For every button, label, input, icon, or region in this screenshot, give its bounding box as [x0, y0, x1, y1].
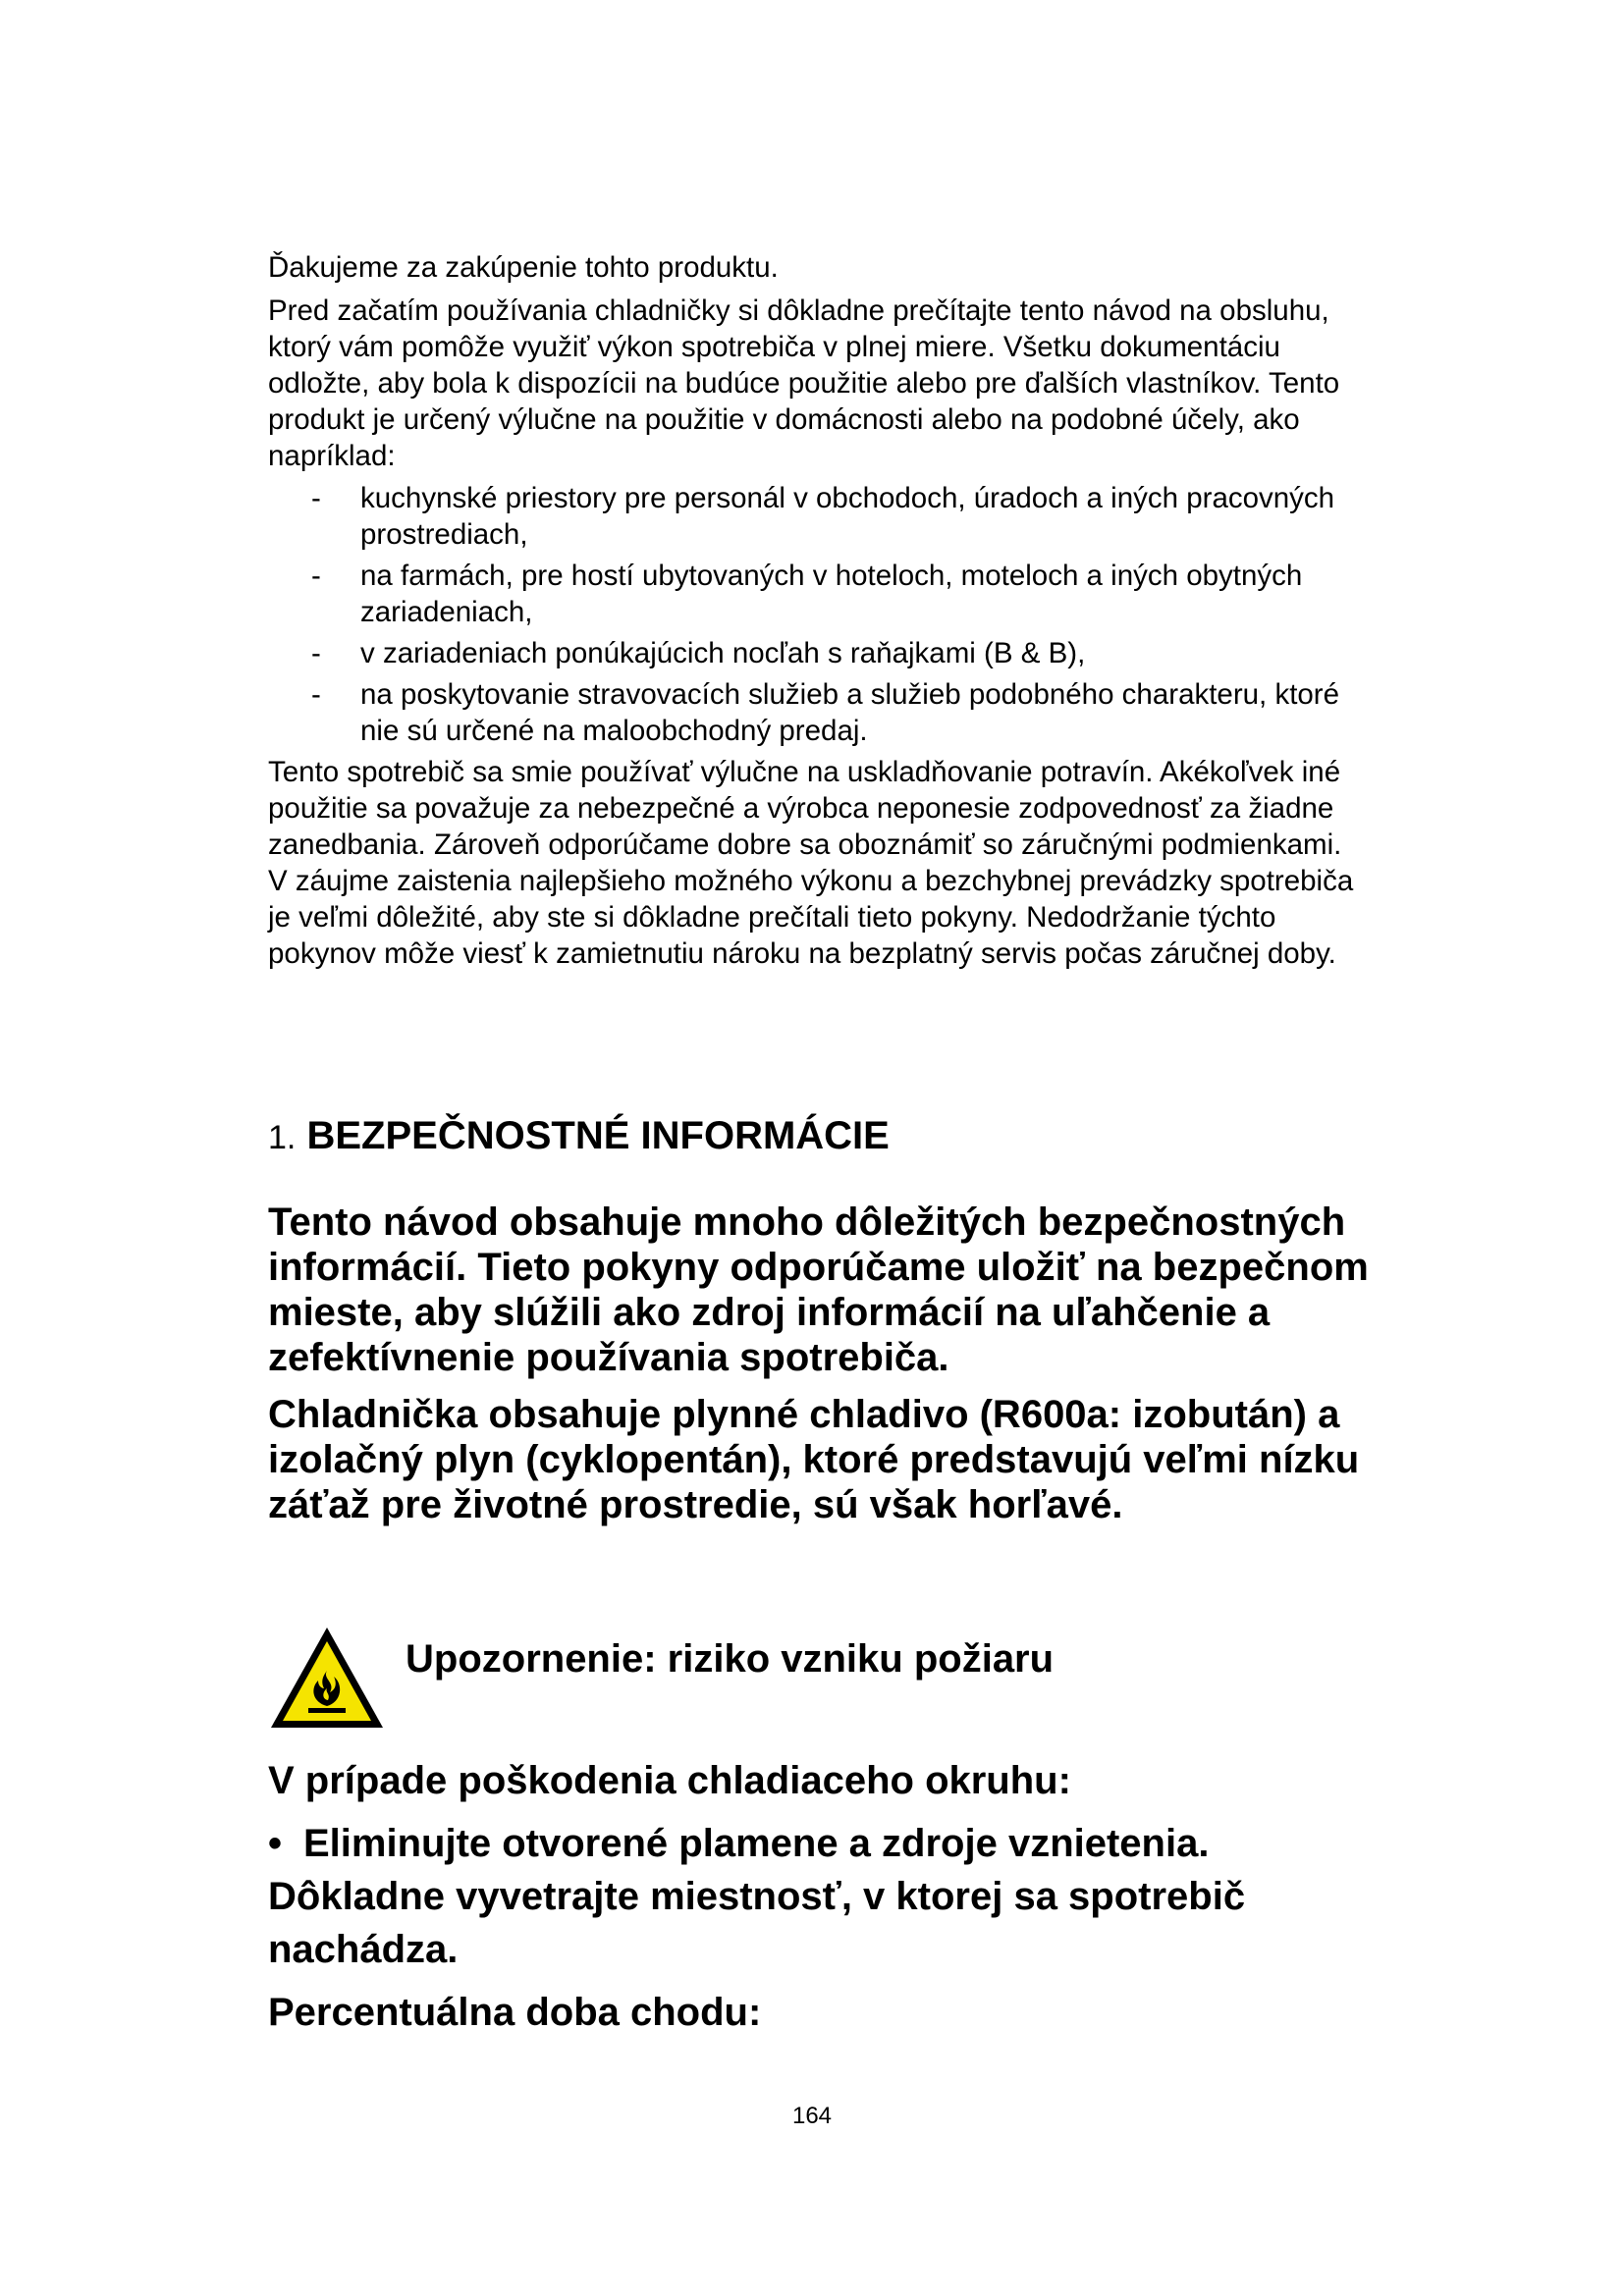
- intro-section: [268, 249, 1368, 972]
- warning-title: Upozornenie: riziko vzniku požiaru: [406, 1637, 1055, 1681]
- list-dash: -: [311, 678, 321, 711]
- page-number: 164: [791, 2103, 833, 2129]
- usage-list: [268, 480, 1368, 749]
- runtime-heading: Percentuálna doba chodu:: [268, 1991, 762, 2034]
- bullet-marker: •: [268, 1822, 283, 1865]
- usage-paragraph: Tento spotrebič sa smie používať výlučne na uskladňovanie potravín. Akékoľvek iné použitie sa považuje za nebezpečné a výrobca neponesie zodpovednosť za žiadne zanedbania. Zároveň odporúčame dobre sa oboznámiť so záručnými podmienkami. V záujme zaistenia najlepšieho možného výkonu a bezchybnej prevádzky spotrebiča je veľmi dôležité, aby ste si dôkladne prečítali tieto pokyny. Nedodržanie týchto pokynov môže viesť k zamietnutiu nároku na bezplatný servis počas záručnej doby.: [268, 756, 1354, 970]
- safety-paragraph-manual: Tento návod obsahuje mnoho dôležitých bezpečnostných informácií. Tieto pokyny odporúčame uložiť na bezpečnom mieste, aby slúžili ako zdroj informácií na uľahčenie a zefektívnenie používania spotrebiča.: [268, 1201, 1369, 1379]
- list-item: [268, 635, 1368, 671]
- ventilate-text: Dôkladne vyvetrajte miestnosť, v ktorej sa spotrebič nachádza.: [268, 1875, 1246, 1971]
- damage-section: [268, 1754, 1427, 2049]
- fire-warning: [267, 1624, 1445, 1741]
- list-dash: -: [311, 482, 321, 514]
- safety-section: [268, 1200, 1427, 1539]
- safety-paragraph-refrigerant: Chladnička obsahuje plynné chladivo (R600a: izobután) a izolačný plyn (cyklopentán), ktoré predstavujú veľmi nízku záťaž pre životné prostredie, sú však horľavé.: [268, 1393, 1360, 1526]
- list-item-text: na poskytovanie stravovacích služieb a služieb podobného charakteru, ktoré nie sú určené na maloobchodný predaj.: [360, 678, 1340, 747]
- bullet-line: [268, 1817, 1427, 1976]
- flammable-warning-icon: [267, 1624, 387, 1732]
- list-item: [268, 480, 1368, 553]
- section-heading: [268, 1112, 890, 1161]
- list-item-text: kuchynské priestory pre personál v obchodoch, úradoch a iných pracovných prostrediach,: [360, 482, 1335, 551]
- thanks-line: Ďakujeme za zakúpenie tohto produktu.: [268, 251, 779, 284]
- list-item: [268, 676, 1368, 749]
- list-dash: -: [311, 637, 321, 669]
- list-item-text: na farmách, pre hostí ubytovaných v hoteloch, moteloch a iných obytných zariadeniach,: [360, 560, 1303, 628]
- damage-heading: V prípade poškodenia chladiaceho okruhu:: [268, 1759, 1071, 1802]
- section-title: BEZPEČNOSTNÉ INFORMÁCIE: [306, 1114, 890, 1157]
- list-dash: -: [311, 560, 321, 592]
- list-item-text: v zariadeniach ponúkajúcich nocľah s raňajkami (B & B),: [360, 637, 1086, 669]
- bullet-text: Eliminujte otvorené plamene a zdroje vznietenia.: [303, 1822, 1210, 1865]
- intro-paragraph: Pred začatím používania chladničky si dôkladne prečítajte tento návod na obsluhu, ktorý vám pomôže využiť výkon spotrebiča v plnej miere. Všetku dokumentáciu odložte, aby bola k dispozícii na budúce použitie alebo pre ďalších vlastníkov. Tento produkt je určený výlučne na použitie v domácnosti alebo na podobné účely, ako napríklad:: [268, 294, 1340, 472]
- list-item: [268, 558, 1368, 630]
- section-number: 1.: [268, 1119, 297, 1156]
